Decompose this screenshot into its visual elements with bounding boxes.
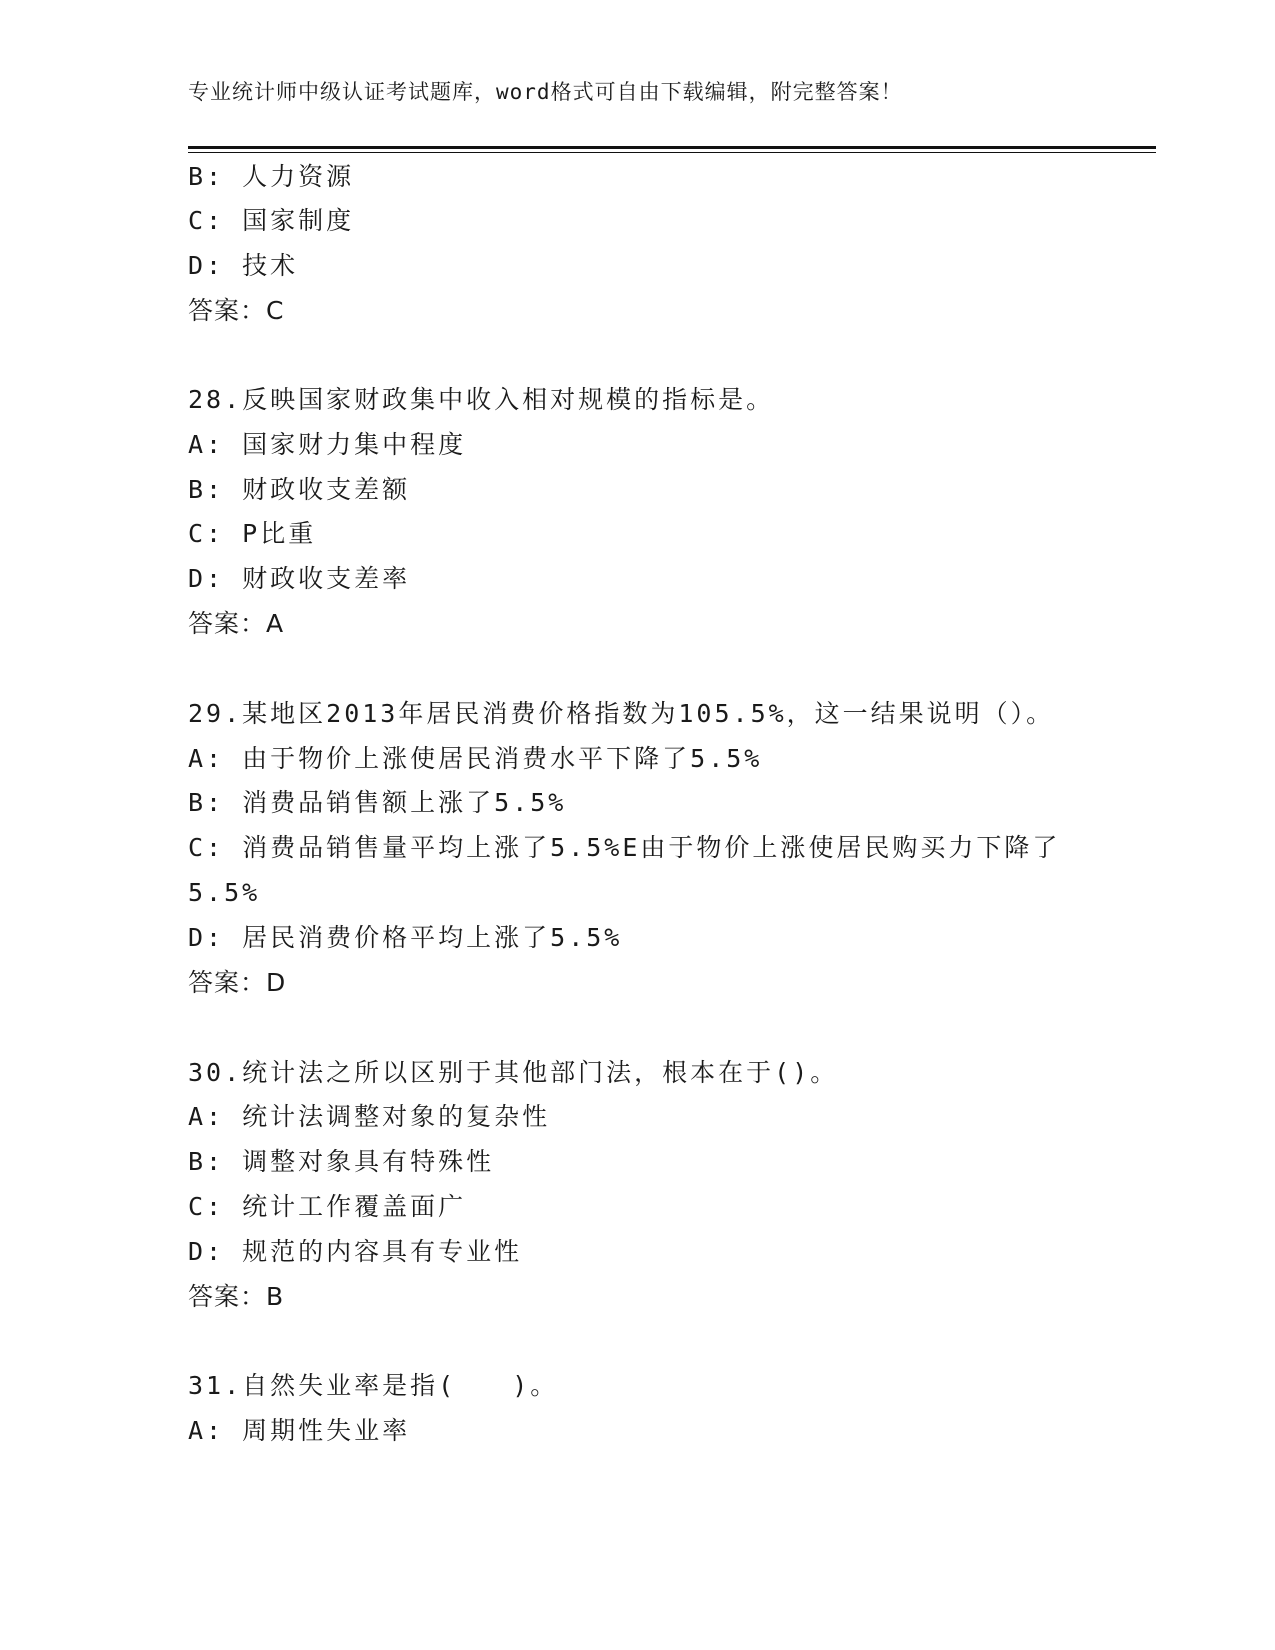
- page-header: 专业统计师中级认证考试题库，word格式可自由下载编辑，附完整答案！: [188, 80, 903, 104]
- option-line: B: 财政收支差额: [188, 475, 411, 504]
- option-line: D: 居民消费价格平均上涨了5.5%: [188, 923, 623, 952]
- answer-line: 答案：D: [188, 968, 287, 997]
- question-line: 31.自然失业率是指( )。: [188, 1371, 559, 1400]
- option-line: A: 国家财力集中程度: [188, 430, 467, 459]
- option-line: C: 国家制度: [188, 206, 355, 235]
- option-line: B: 调整对象具有特殊性: [188, 1147, 495, 1176]
- question-line: 28.反映国家财政集中收入相对规模的指标是。: [188, 385, 775, 414]
- option-line: A: 由于物价上涨使居民消费水平下降了5.5%: [188, 744, 763, 773]
- option-line: C: 统计工作覆盖面广: [188, 1192, 467, 1221]
- option-line: D: 规范的内容具有专业性: [188, 1237, 523, 1266]
- answer-line: 答案：B: [188, 1282, 285, 1311]
- option-line: B: 人力资源: [188, 162, 355, 191]
- option-line: C: 消费品销售量平均上涨了5.5%E由于物价上涨使居民购买力下降了: [188, 833, 1061, 862]
- option-line: C: P比重: [188, 519, 317, 548]
- header-rule-thick: [188, 146, 1156, 149]
- option-line: A: 统计法调整对象的复杂性: [188, 1102, 551, 1131]
- option-line-continued: 5.5%: [188, 878, 261, 907]
- option-line: D: 财政收支差率: [188, 564, 411, 593]
- option-line: A: 周期性失业率: [188, 1416, 411, 1445]
- answer-line: 答案：A: [188, 609, 285, 638]
- option-line: B: 消费品销售额上涨了5.5%: [188, 788, 567, 817]
- option-line: D: 技术: [188, 251, 299, 280]
- header-rule-thin: [188, 152, 1156, 153]
- answer-line: 答案：C: [188, 296, 285, 325]
- question-line: 30.统计法之所以区别于其他部门法，根本在于()。: [188, 1058, 839, 1087]
- question-line: 29.某地区2013年居民消费价格指数为105.5%，这一结果说明（）。: [188, 699, 1055, 728]
